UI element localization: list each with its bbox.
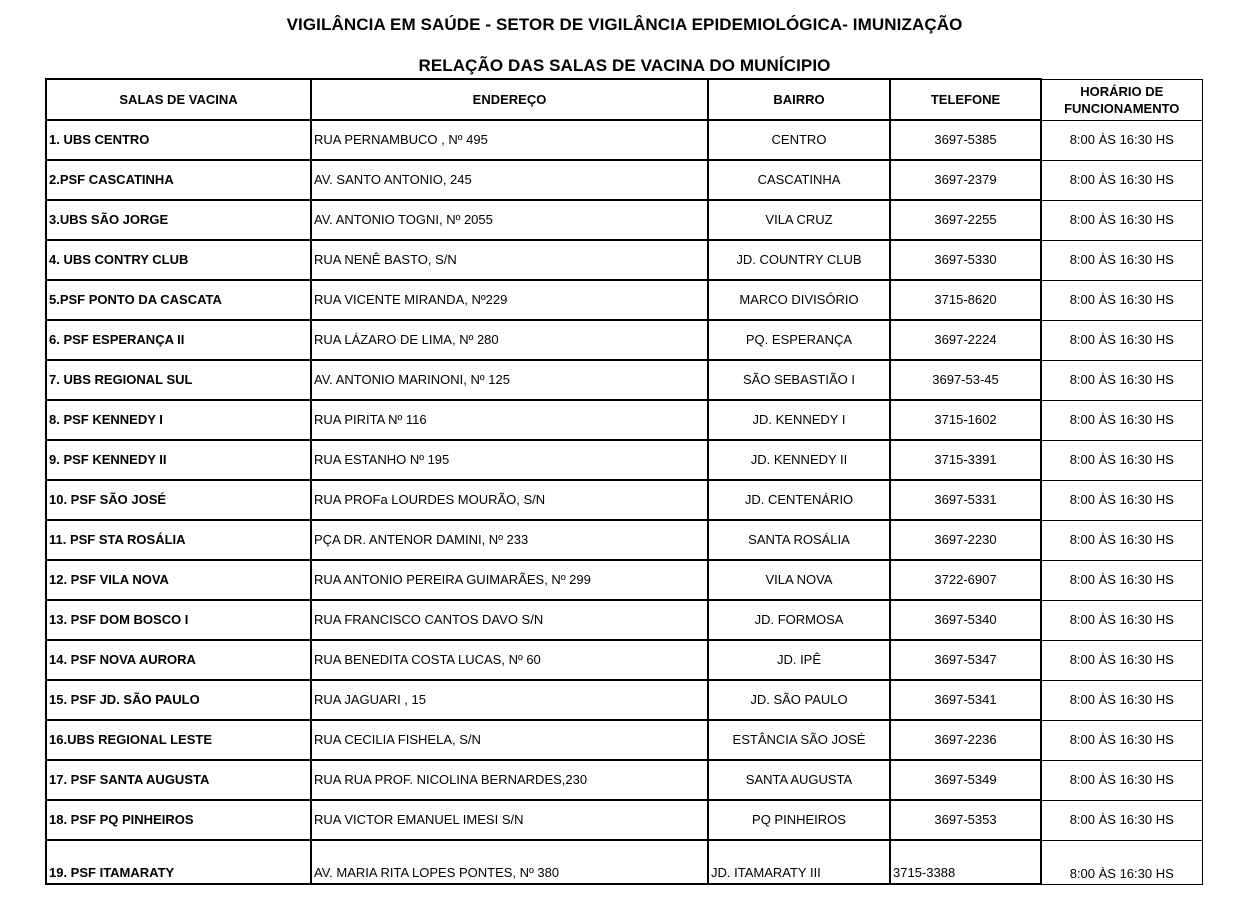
- table-row: [46, 760, 1202, 800]
- table-row: [46, 200, 1202, 240]
- table-row: [46, 480, 1202, 520]
- cell-bairro: CENTRO: [708, 120, 890, 160]
- cell-sala: 2.PSF CASCATINHA: [46, 160, 311, 200]
- cell-telefone: 3697-5340: [890, 600, 1041, 640]
- table-row: [46, 160, 1202, 200]
- cell-sala: 3.UBS SÃO JORGE: [46, 200, 311, 240]
- column-header-telefone: TELEFONE: [890, 79, 1041, 120]
- cell-horario: 8:00 ÀS 16:30 HS: [1041, 240, 1202, 280]
- cell-endereco: RUA ANTONIO PEREIRA GUIMARÃES, Nº 299: [311, 560, 708, 600]
- column-header-sala: SALAS DE VACINA: [46, 79, 311, 120]
- table-row: [46, 640, 1202, 680]
- table-row: [46, 560, 1202, 600]
- cell-bairro: JD. COUNTRY CLUB: [708, 240, 890, 280]
- cell-horario: 8:00 ÀS 16:30 HS: [1041, 600, 1202, 640]
- table-row: [46, 320, 1202, 360]
- cell-telefone: 3715-8620: [890, 280, 1041, 320]
- cell-endereco: RUA RUA PROF. NICOLINA BERNARDES,230: [311, 760, 708, 800]
- cell-sala: 11. PSF STA ROSÁLIA: [46, 520, 311, 560]
- cell-telefone: 3697-2230: [890, 520, 1041, 560]
- cell-horario: 8:00 ÀS 16:30 HS: [1041, 400, 1202, 440]
- cell-horario: 8:00 ÀS 16:30 HS: [1041, 720, 1202, 760]
- cell-horario: 8:00 ÀS 16:30 HS: [1041, 120, 1202, 160]
- cell-bairro: JD. KENNEDY I: [708, 400, 890, 440]
- cell-endereco: RUA PROFa LOURDES MOURÃO, S/N: [311, 480, 708, 520]
- cell-endereco: RUA CECILIA FISHELA, S/N: [311, 720, 708, 760]
- cell-horario: 8:00 ÀS 16:30 HS: [1041, 520, 1202, 560]
- cell-telefone: 3697-2255: [890, 200, 1041, 240]
- table-row: [46, 600, 1202, 640]
- cell-endereco: RUA FRANCISCO CANTOS DAVO S/N: [311, 600, 708, 640]
- cell-endereco: RUA ESTANHO Nº 195: [311, 440, 708, 480]
- cell-sala: 5.PSF PONTO DA CASCATA: [46, 280, 311, 320]
- cell-horario: 8:00 ÀS 16:30 HS: [1041, 560, 1202, 600]
- cell-telefone: 3715-3388: [890, 840, 1041, 884]
- cell-telefone: 3697-5347: [890, 640, 1041, 680]
- cell-endereco: RUA NENÊ BASTO, S/N: [311, 240, 708, 280]
- cell-horario: 8:00 ÀS 16:30 HS: [1041, 280, 1202, 320]
- cell-horario: 8:00 ÀS 16:30 HS: [1041, 360, 1202, 400]
- table-row: [46, 680, 1202, 720]
- cell-sala: 12. PSF VILA NOVA: [46, 560, 311, 600]
- cell-bairro: JD. KENNEDY II: [708, 440, 890, 480]
- table-row: [46, 280, 1202, 320]
- column-header-horario: HORÁRIO DE FUNCIONAMENTO: [1041, 79, 1202, 120]
- cell-horario: 8:00 ÀS 16:30 HS: [1041, 680, 1202, 720]
- cell-sala: 4. UBS CONTRY CLUB: [46, 240, 311, 280]
- cell-endereco: AV. ANTONIO MARINONI, Nº 125: [311, 360, 708, 400]
- table-row: [46, 120, 1202, 160]
- cell-horario: 8:00 ÀS 16:30 HS: [1041, 760, 1202, 800]
- cell-telefone: 3697-5349: [890, 760, 1041, 800]
- cell-bairro: JD. IPÊ: [708, 640, 890, 680]
- cell-telefone: 3697-53-45: [890, 360, 1041, 400]
- page-title: VIGILÂNCIA EM SAÚDE - SETOR DE VIGILÂNCIA EPIDEMIOLÓGICA- IMUNIZAÇÃO: [286, 15, 963, 34]
- table-row: [46, 240, 1202, 280]
- cell-horario: 8:00 ÀS 16:30 HS: [1041, 320, 1202, 360]
- table-body: [46, 120, 1202, 884]
- cell-horario: 8:00 ÀS 16:30 HS: [1041, 160, 1202, 200]
- cell-sala: 7. UBS REGIONAL SUL: [46, 360, 311, 400]
- cell-bairro: PQ. ESPERANÇA: [708, 320, 890, 360]
- table-row: [46, 360, 1202, 400]
- cell-horario: 8:00 ÀS 16:30 HS: [1041, 640, 1202, 680]
- cell-endereco: RUA LÁZARO DE LIMA, Nº 280: [311, 320, 708, 360]
- cell-bairro: JD. CENTENÁRIO: [708, 480, 890, 520]
- cell-endereco: AV. MARIA RITA LOPES PONTES, Nº 380: [311, 840, 708, 884]
- cell-horario: 8:00 ÀS 16:30 HS: [1041, 200, 1202, 240]
- cell-sala: 16.UBS REGIONAL LESTE: [46, 720, 311, 760]
- cell-horario: 8:00 ÀS 16:30 HS: [1041, 840, 1202, 884]
- cell-bairro: SANTA AUGUSTA: [708, 760, 890, 800]
- cell-bairro: PQ PINHEIROS: [708, 800, 890, 840]
- vaccine-rooms-table: [45, 78, 1203, 885]
- cell-telefone: 3697-2236: [890, 720, 1041, 760]
- table-header-row: [46, 79, 1202, 120]
- table-row: [46, 840, 1202, 884]
- cell-sala: 15. PSF JD. SÃO PAULO: [46, 680, 311, 720]
- cell-endereco: RUA BENEDITA COSTA LUCAS, Nº 60: [311, 640, 708, 680]
- cell-bairro: SÃO SEBASTIÃO I: [708, 360, 890, 400]
- cell-telefone: 3697-5385: [890, 120, 1041, 160]
- cell-endereco: RUA PIRITA Nº 116: [311, 400, 708, 440]
- cell-bairro: VILA CRUZ: [708, 200, 890, 240]
- cell-sala: 9. PSF KENNEDY II: [46, 440, 311, 480]
- cell-horario: 8:00 ÀS 16:30 HS: [1041, 440, 1202, 480]
- cell-telefone: 3697-5331: [890, 480, 1041, 520]
- cell-telefone: 3697-5330: [890, 240, 1041, 280]
- cell-sala: 17. PSF SANTA AUGUSTA: [46, 760, 311, 800]
- cell-telefone: 3715-3391: [890, 440, 1041, 480]
- cell-endereco: AV. ANTONIO TOGNI, Nº 2055: [311, 200, 708, 240]
- column-header-bairro: BAIRRO: [708, 79, 890, 120]
- cell-endereco: PÇA DR. ANTENOR DAMINI, Nº 233: [311, 520, 708, 560]
- cell-horario: 8:00 ÀS 16:30 HS: [1041, 800, 1202, 840]
- table-row: [46, 520, 1202, 560]
- cell-telefone: 3697-5353: [890, 800, 1041, 840]
- cell-bairro: JD. SÃO PAULO: [708, 680, 890, 720]
- cell-sala: 6. PSF ESPERANÇA II: [46, 320, 311, 360]
- cell-sala: 19. PSF ITAMARATY: [46, 840, 311, 884]
- cell-telefone: 3697-2224: [890, 320, 1041, 360]
- cell-sala: 13. PSF DOM BOSCO I: [46, 600, 311, 640]
- cell-sala: 18. PSF PQ PINHEIROS: [46, 800, 311, 840]
- cell-endereco: AV. SANTO ANTONIO, 245: [311, 160, 708, 200]
- cell-telefone: 3722-6907: [890, 560, 1041, 600]
- cell-bairro: VILA NOVA: [708, 560, 890, 600]
- cell-sala: 10. PSF SÃO JOSÉ: [46, 480, 311, 520]
- cell-bairro: CASCATINHA: [708, 160, 890, 200]
- cell-bairro: JD. FORMOSA: [708, 600, 890, 640]
- cell-endereco: RUA VICTOR EMANUEL IMESI S/N: [311, 800, 708, 840]
- cell-horario: 8:00 ÀS 16:30 HS: [1041, 480, 1202, 520]
- cell-telefone: 3697-5341: [890, 680, 1041, 720]
- table-row: [46, 720, 1202, 760]
- table-row: [46, 440, 1202, 480]
- cell-bairro: MARCO DIVISÓRIO: [708, 280, 890, 320]
- cell-sala: 14. PSF NOVA AURORA: [46, 640, 311, 680]
- cell-sala: 8. PSF KENNEDY I: [46, 400, 311, 440]
- table-row: [46, 400, 1202, 440]
- cell-telefone: 3697-2379: [890, 160, 1041, 200]
- cell-telefone: 3715-1602: [890, 400, 1041, 440]
- cell-endereco: RUA PERNAMBUCO , Nº 495: [311, 120, 708, 160]
- cell-bairro: SANTA ROSÁLIA: [708, 520, 890, 560]
- cell-bairro: ESTÂNCIA SÃO JOSÉ: [708, 720, 890, 760]
- cell-bairro: JD. ITAMARATY III: [708, 840, 890, 884]
- cell-endereco: RUA VICENTE MIRANDA, Nº229: [311, 280, 708, 320]
- page-subtitle: RELAÇÃO DAS SALAS DE VACINA DO MUNÍCIPIO: [418, 56, 831, 75]
- cell-endereco: RUA JAGUARI , 15: [311, 680, 708, 720]
- cell-sala: 1. UBS CENTRO: [46, 120, 311, 160]
- column-header-endereco: ENDEREÇO: [311, 79, 708, 120]
- table-row: [46, 800, 1202, 840]
